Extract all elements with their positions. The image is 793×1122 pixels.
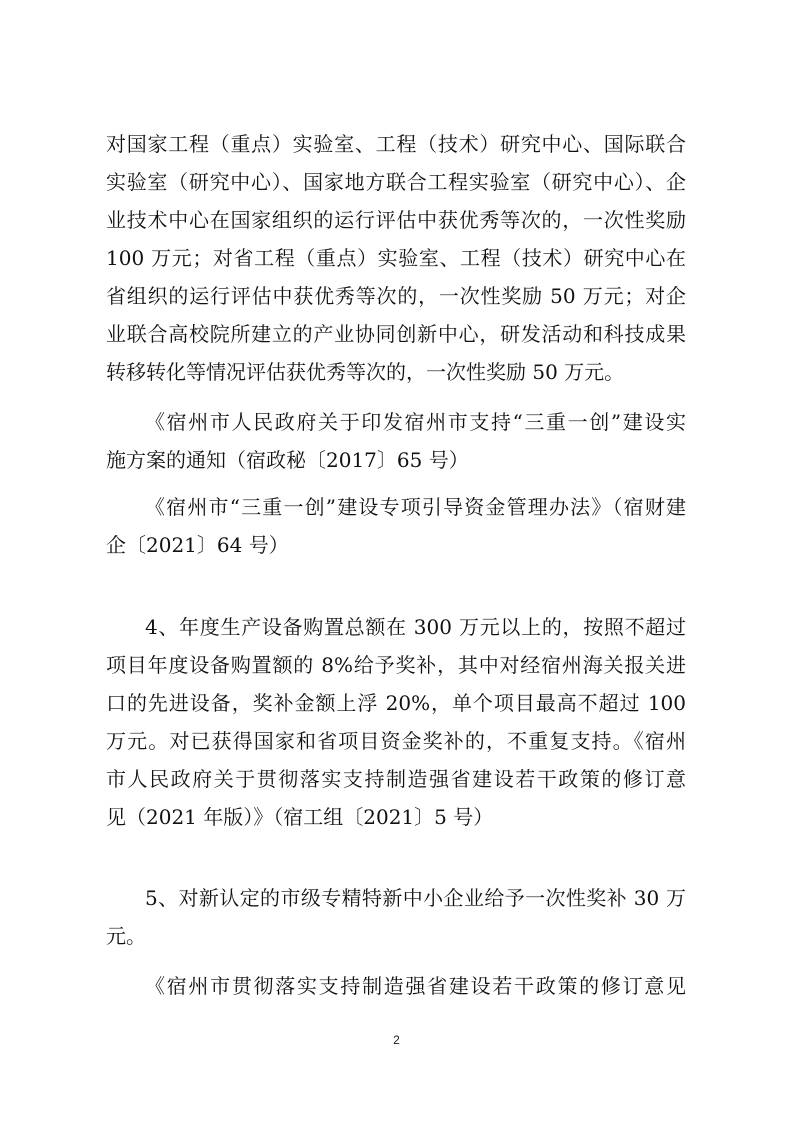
body-text-line: 省组织的运行评估中获优秀等次的，一次性奖励 50 万元；对企 (106, 284, 686, 308)
item-4-line: 项目年度设备购置额的 8%给予奖补，其中对经宿州海关报关进 (106, 653, 686, 677)
body-text-line: 对国家工程（重点）实验室、工程（技术）研究中心、国际联合 (106, 132, 686, 156)
page-number: 2 (393, 1033, 400, 1047)
citation-line: 《宿州市人民政府关于印发宿州市支持“三重一创”建设实 (145, 410, 686, 434)
body-text-line: 转移转化等情况评估获优秀等次的，一次性奖励 50 万元。 (106, 360, 625, 384)
citation-line: 施方案的通知（宿政秘〔2017〕65 号） (106, 448, 469, 472)
citation-line: 《宿州市“三重一创”建设专项引导资金管理办法》（宿财建 (145, 495, 686, 519)
item-5-line: 元。 (106, 924, 146, 948)
item-4-line: 万元。对已获得国家和省项目资金奖补的，不重复支持。《宿州 (106, 729, 686, 753)
body-text-line: 实验室（研究中心）、国家地方联合工程实验室（研究中心）、企 (106, 170, 686, 194)
item-4-line: 口的先进设备，奖补金额上浮 20%，单个项目最高不超过 100 (106, 691, 686, 715)
item-4-line: 见（2021 年版）》（宿工组〔2021〕5 号） (106, 805, 494, 829)
citation-line: 企〔2021〕64 号） (106, 533, 289, 557)
body-text-line: 业技术中心在国家组织的运行评估中获优秀等次的，一次性奖励 (106, 208, 686, 232)
item-5-line: 5、对新认定的市级专精特新中小企业给予一次性奖补 30 万 (145, 886, 686, 910)
body-text-line: 100 万元；对省工程（重点）实验室、工程（技术）研究中心在 (106, 246, 686, 270)
item-4-line: 4、年度生产设备购置总额在 300 万元以上的，按照不超过 (145, 615, 686, 639)
body-text-line: 业联合高校院所建立的产业协同创新中心，研发活动和科技成果 (106, 322, 686, 346)
item-4-line: 市人民政府关于贯彻落实支持制造强省建设若干政策的修订意 (106, 767, 686, 791)
citation-line: 《宿州市贯彻落实支持制造强省建设若干政策的修订意见 (145, 974, 686, 998)
